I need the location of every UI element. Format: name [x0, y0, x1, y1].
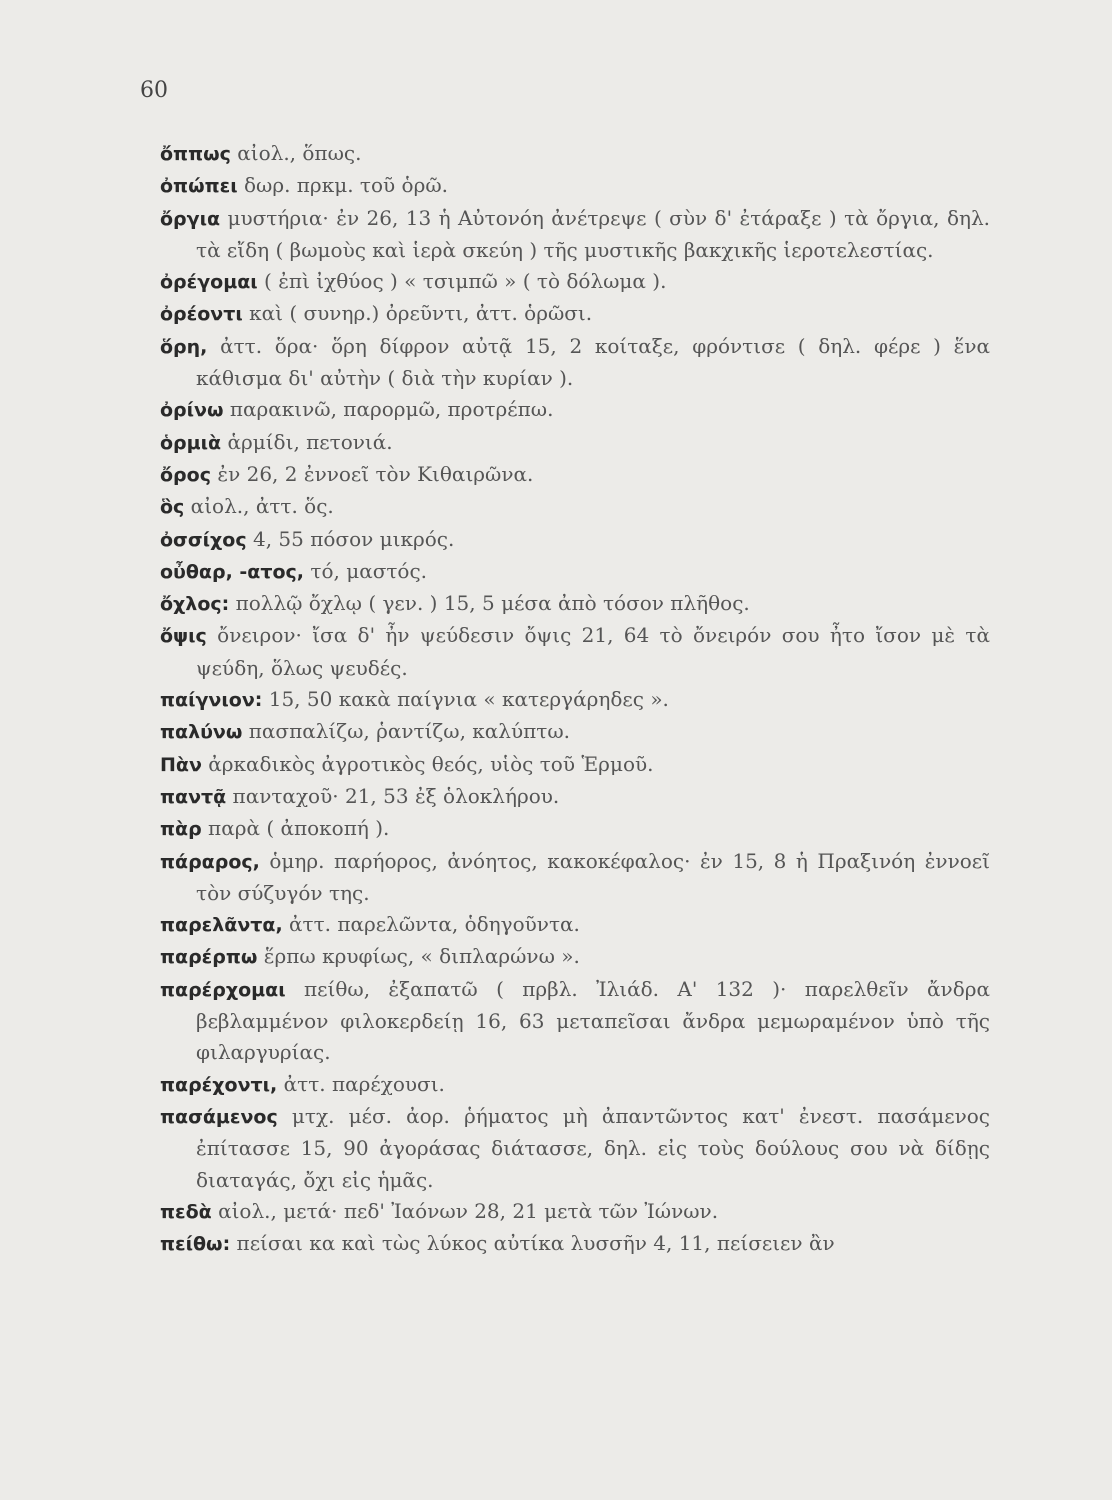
- headword: οὖθαρ, -ατος,: [160, 560, 305, 583]
- headword: ὄππως: [160, 143, 231, 165]
- dictionary-entry: [160, 716, 990, 748]
- headword: πείθω:: [160, 1233, 231, 1256]
- headword: παρέχοντι,: [160, 1073, 278, 1096]
- definition: μυστήρια· ἐν 26, 13 ἡ Αὐτονόη ἀνέτρεψε ( σὺν δ' ἐτάραξε ) τὰ ὄργια, δηλ. τὰ εἴδη ( βωμοὺς καὶ ἱερὰ σκεύη ) τῆς μυστικῆς βακχικῆς ἱεροτελεστίας.: [196, 205, 990, 262]
- definition: ἀρκαδικὸς ἀγροτικὸς θεός, υἱὸς τοῦ Ἑρμοῦ.: [201, 751, 654, 776]
- headword: ὀρέοντι: [160, 303, 243, 326]
- definition: ἀττ. ὅρα· ὅρη δίφρον αὐτᾷ 15, 2 κοίταξε, φρόντισε ( δηλ. φέρε ) ἕνα κάθισμα δι' αὐτὴν ( διὰ τὴν κυρίαν ).: [196, 333, 990, 391]
- dictionary-entry: [160, 749, 990, 781]
- dictionary-entry: [160, 394, 990, 426]
- headword: πάραρος,: [160, 850, 260, 873]
- headword: ὀπώπει: [160, 175, 238, 198]
- dictionary-entry: [160, 781, 990, 813]
- definition: πασπαλίζω, ῥαντίζω, καλύπτω.: [242, 719, 571, 744]
- definition: καὶ ( συνηρ.) ὀρεῦντι, ἀττ. ὁρῶσι.: [242, 301, 593, 326]
- definition: δωρ. πρκμ. τοῦ ὁρῶ.: [237, 173, 448, 198]
- headword: ὄρος: [160, 463, 211, 486]
- headword: ὁρμιὰ: [160, 431, 222, 454]
- dictionary-entry: [160, 1228, 990, 1260]
- headword: ὄχλος:: [160, 593, 230, 616]
- headword: ὀρίνω: [160, 399, 224, 422]
- headword: παρέρχομαι: [160, 978, 286, 1001]
- headword: πασάμενος: [160, 1105, 278, 1128]
- definition: αἰολ., ἀττ. ὅς.: [184, 494, 334, 519]
- definition: ἁρμίδι, πετονιά.: [221, 429, 393, 454]
- dictionary-entry: [160, 620, 990, 684]
- headword: ὀσσίχος: [160, 528, 247, 551]
- headword: παίγνιον:: [160, 689, 263, 712]
- headword: ὄργια: [160, 207, 221, 230]
- headword: Πὰν: [160, 753, 202, 776]
- dictionary-entry: [160, 170, 990, 202]
- definition: ὄνειρον· ἴσα δ' ἦν ψεύδεσιν ὄψις 21, 64 τὸ ὄνειρόν σου ἦτο ἴσον μὲ τὰ ψεύδη, ὅλως ψευδές.: [196, 623, 990, 680]
- definition: αἰολ., ὅπως.: [230, 141, 362, 165]
- definition: μτχ. μέσ. ἀορ. ῥήματος μὴ ἀπαντῶντος κατ' ἐνεστ. πασάμενος ἐπίτασσε 15, 90 ἀγοράσας διάτασσε, δηλ. εἰς τοὺς δούλους σου νὰ δίδῃς διαταγάς, ὄχι εἰς ἡμᾶς.: [196, 1103, 990, 1192]
- headword: παρελᾶντα,: [160, 914, 283, 937]
- definition: πολλῷ ὄχλῳ ( γεν. ) 15, 5 μέσα ἀπὸ τόσον πλῆθος.: [229, 591, 750, 616]
- dictionary-entry: [160, 1101, 990, 1196]
- headword: παρέρπω: [160, 946, 258, 969]
- dictionary-entry: [160, 298, 990, 330]
- definition: πανταχοῦ· 21, 53 ἐξ ὁλοκλήρου.: [226, 783, 560, 808]
- headword: ὃς: [160, 496, 185, 519]
- dictionary-entry: [160, 974, 990, 1069]
- definition: τό, μαστός.: [304, 558, 428, 583]
- dictionary-entry: [160, 491, 990, 523]
- headword: ὀρέγομαι: [160, 271, 258, 294]
- dictionary-entry: [160, 684, 990, 716]
- dictionary-entry: [160, 203, 990, 267]
- dictionary-entries: [160, 138, 990, 1260]
- definition: ἀττ. παρέχουσι.: [277, 1071, 445, 1096]
- dictionary-entry: [160, 524, 990, 556]
- page-number: 60: [140, 78, 168, 103]
- headword: πεδὰ: [160, 1200, 212, 1223]
- dictionary-entry: [160, 556, 990, 588]
- dictionary-entry: [160, 266, 990, 298]
- definition: πείσαι κα καὶ τὼς λύκος αὐτίκα λυσσῆν 4, 11, πείσειεν ἂν: [230, 1231, 835, 1256]
- definition: ἕρπω κρυφίως, « διπλαρώνω ».: [257, 944, 580, 969]
- headword: παλύνω: [160, 721, 243, 744]
- definition: ἀττ. παρελῶντα, ὁδηγοῦντα.: [282, 912, 580, 937]
- dictionary-entry: [160, 427, 990, 459]
- dictionary-entry: [160, 331, 990, 395]
- headword: ὄψις: [160, 625, 207, 648]
- definition: παρὰ ( ἀποκοπή ).: [201, 816, 390, 841]
- definition: παρακινῶ, παρορμῶ, προτρέπω.: [223, 397, 554, 422]
- dictionary-entry: [160, 846, 990, 910]
- dictionary-entry: [160, 588, 990, 620]
- headword: πὰρ: [160, 818, 202, 841]
- dictionary-entry: [160, 1069, 990, 1101]
- definition: 15, 50 κακὰ παίγνια « κατεργάρηδες ».: [262, 687, 669, 712]
- definition: ( ἐπὶ ἰχθύος ) « τσιμπῶ » ( τὸ δόλωμα ).: [257, 269, 667, 294]
- headword: παντᾷ: [160, 785, 227, 808]
- dictionary-entry: [160, 138, 990, 170]
- headword: ὅρη,: [160, 335, 208, 358]
- dictionary-entry: [160, 1196, 990, 1228]
- definition: ὁμηρ. παρήορος, ἀνόητος, κακοκέφαλος· ἐν 15, 8 ἡ Πραξινόη ἐννοεῖ τὸν σύζυγόν της.: [196, 848, 990, 905]
- dictionary-entry: [160, 941, 990, 973]
- definition: ἐν 26, 2 ἐννοεῖ τὸν Κιθαιρῶνα.: [210, 461, 534, 486]
- definition: αἰολ., μετά· πεδ' Ἰαόνων 28, 21 μετὰ τῶν Ἰώνων.: [211, 1198, 719, 1223]
- dictionary-entry: [160, 459, 990, 491]
- dictionary-entry: [160, 909, 990, 941]
- definition: πείθω, ἐξαπατῶ ( πρβλ. Ἰλιάδ. Α' 132 )· παρελθεῖν ἄνδρα βεβλαμμένον φιλοκερδείῃ 16, 63 μεταπεῖσαι ἄνδρα μεμωραμένον ὑπὸ τῆς φιλαργυρίας.: [196, 976, 990, 1065]
- definition: 4, 55 πόσον μικρός.: [246, 526, 455, 551]
- dictionary-entry: [160, 813, 990, 845]
